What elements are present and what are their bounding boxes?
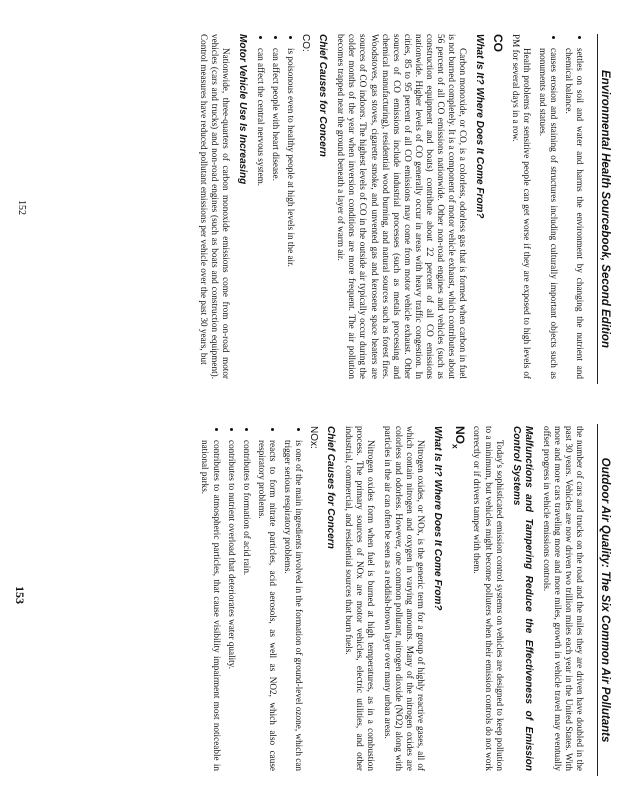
subheading-motor-vehicle: Motor Vehicle Use Is Increasing	[236, 34, 248, 185]
list-item: • is one of the main ingredients involved in the formation of ground-level ozone, which can trigger serious respiratory problems.	[282, 440, 304, 771]
subheading-malfunctions: Malfunctions and Tampering Reduce the Effectiveness of Emission Control Systems	[510, 426, 534, 771]
right-running-head: Outdoor Air Quality: The Six Common Air Pollutants	[597, 424, 611, 776]
co-bullet-list	[255, 34, 296, 379]
top-bullet-list	[537, 34, 585, 379]
subheading-chief-causes: Chief Causes for Concern	[317, 34, 329, 157]
left-page-number: 152	[16, 200, 27, 215]
nox-bullet-list	[199, 426, 304, 771]
list-item: • contributes to atmospheric particles, that cause visibility impairment most noticeable in national parks.	[199, 440, 221, 771]
paragraph-malfunctions: Today's sophisticated emission control systems on vehicles are designed to keep pollution to a minimum, but vehicles might become polluters when their emission controls do not work correctly or if drivers tamper with them.	[472, 426, 505, 771]
list-item: • can affect the central nervous system.	[255, 48, 266, 379]
subheading-chief-causes: Chief Causes for Concern	[325, 426, 337, 549]
paragraph-nox-1: Nitrogen oxides, or NOx, is the generic term for a group of highly reactive gases, all of which contain nitrogen and oxygen in varying amounts. Many of the nitrogen oxides are colorless and odorless. However, one common pollutant, nitrogen dioxide (NO2) along with particles in the air can often be seen as a reddish-brown layer over many urban areas.	[382, 426, 426, 771]
list-item: • contributes to formation of acid rain.	[241, 440, 252, 771]
nox-heading-subscript: x	[450, 444, 461, 449]
section-heading-co: CO	[491, 34, 506, 52]
list-item: • is poisonous even to healthy people at high levels in the air.	[285, 48, 296, 379]
list-item: • causes erosion and staining of structures including culturally important objects such as monuments and statues.	[537, 48, 559, 379]
subheading-what-is-it: What Is It? Where Does It Come From?	[431, 426, 443, 611]
list-item: • reacts to form nitrate particles, acid aerosols, as well as NO2, which also cause respiratory problems.	[256, 440, 278, 771]
paragraph-continued: the number of cars and trucks on the road and the miles they are driven have doubled in the past 30 years. Vehicles are now driven two trillion miles each year in the United States. With more and more cars traveling more and more miles, growth in vehicle travel may eventually offset progress in vehicle emissions controls.	[541, 426, 585, 771]
list-item: • contributes to nutrient overload that deteriorates water quality.	[226, 440, 237, 771]
paragraph-nox-2: Nitrogen oxides form when fuel is burned at high temperatures, as in a combustion process. The primary sources of NOx are motor vehicles, electric utilities, and other industrial, commercial, and residential sources that burn fuels.	[344, 426, 377, 771]
paragraph-co: Carbon monoxide, or CO, is a colorless, odorless gas that is formed when carbon in fuel is not burned completely. It is a component of motor vehicle exhaust, which contributes about 56 percent of all CO emissions nationwide. Other non-road engines and vehicles (such as construction equipment and boats) contribute about 22 percent of all CO emissions nationwide. Higher levels of CO generally occur in areas with heavy traffic congestion. In cities, 85 to 95 percent of all CO emissions may come from motor vehicle exhaust. Other sources of CO emissions include industrial processes (such as metals processing and chemical manufacturing), residential wood burning, and natural sources such as forest fires. Woodstoves, gas stoves, cigarette smoke, and unvented gas and kerosene space heaters are sources of CO indoors. The highest levels of CO in the outside air typically occur during the colder months of the year when inversion conditions are more frequent. The air pollution becomes trapped near the ground beneath a layer of warm air.	[336, 34, 469, 379]
nox-heading-text: NO	[453, 426, 468, 444]
list-item: • can affect people with heart disease.	[270, 48, 281, 379]
left-page-column	[193, 34, 585, 379]
right-page-number: 153	[13, 586, 27, 604]
section-heading-nox	[450, 426, 468, 771]
subheading-what-is-it: What Is It? Where Does It Come From?	[474, 34, 486, 219]
co-label: CO:	[300, 34, 312, 52]
right-page-column	[194, 426, 585, 771]
left-running-head: Environmental Health Sourcebook, Second Edition	[597, 34, 611, 384]
nox-label: NOx:	[308, 426, 320, 449]
paragraph-health: Health problems for sensitive people can get worse if they are exposed to high levels of PM for several days in a row.	[510, 34, 532, 379]
paragraph-motor-vehicle: Nationwide, three-quarters of carbon monoxide emissions come from on-road motor vehicles (cars and trucks) and non-road engines (such as boats and construction equipment). Control measures have reduced pollutant emissions per vehicle over the past 30 years, but	[198, 34, 231, 379]
list-item: • settles on soil and water and harms the environment by changing the nutrient and chemical balance.	[563, 48, 585, 379]
